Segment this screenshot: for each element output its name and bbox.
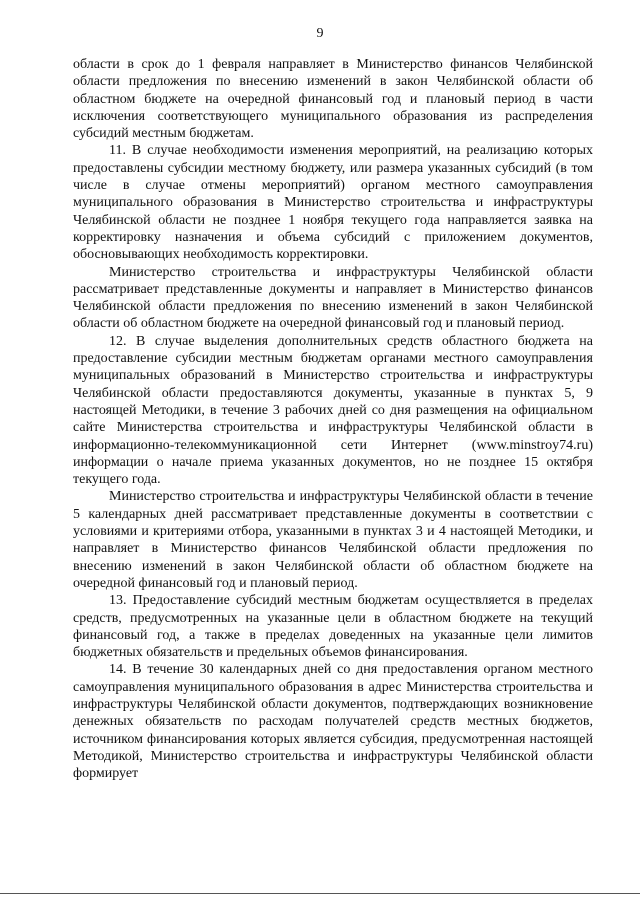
paragraph: 13. Предоставление субсидий местным бюджетам осуществляется в пределах средств, предусмотренных на указанные цели в областном бюджете на текущий финансовый год, а также в пределах доведенных на указанные цели лимитов бюджетных обязательств и предельных объемов финансирования.	[73, 593, 593, 661]
document-body	[73, 56, 593, 782]
paragraph: Министерство строительства и инфраструктуры Челябинской области в течение 5 календарных дней рассматривает представленные документы в соответствии с условиями и критериями отбора, указанными в пунктах 3 и 4 настоящей Методики, и направляет в Министерство финансов Челябинской области предложения по внесению изменений в закон Челябинской области об областном бюджете на очередной финансовый год и плановый период.	[73, 489, 593, 591]
page-number: 9	[316, 26, 324, 41]
paragraph: 11. В случае необходимости изменения мероприятий, на реализацию которых предоставлены субсидии местному бюджету, или размера указанных субсидий (в том числе в случае отмены мероприятий) органом местного самоуправления муниципального образования в Министерство строительства и инфраструктуры Челябинской области не позднее 1 ноября текущего года направляется заявка на корректировку назначения и объема субсидий с приложением документов, обосновывающих необходимость корректировки.	[73, 143, 593, 263]
paragraph: 12. В случае выделения дополнительных средств областного бюджета на предоставление субсидии местным бюджетам органами местного самоуправления муниципальных образований в Министерство строительства и инфраструктуры Челябинской области предоставляются документы, указанные в пунктах 5, 9 настоящей Методики, в течение 3 рабочих дней со дня размещения на официальном сайте Министерства строительства и инфраструктуры Челябинской области в информационно-телекоммуникационной сети Интернет (www.minstroy74.ru) информации о начале приема указанных документов, но не позднее 15 октября текущего года.	[73, 333, 593, 488]
page-bottom-divider	[0, 893, 640, 894]
paragraph: 14. В течение 30 календарных дней со дня предоставления органом местного самоуправления муниципального образования в адрес Министерства строительства и инфраструктуры Челябинской области документов, подтверждающих возникновение денежных обязательств по расходам получателей средств местных бюджетов, источником финансирования которых является субсидия, предусмотренная настоящей Методикой, Министерство строительства и инфраструктуры Челябинской области формирует	[73, 662, 593, 782]
paragraph: Министерство строительства и инфраструктуры Челябинской области рассматривает представленные документы и направляет в Министерство финансов Челябинской области предложения по внесению изменений в закон Челябинской области об областном бюджете на очередной финансовый год и плановый период.	[73, 264, 593, 332]
paragraph: области в срок до 1 февраля направляет в Министерство финансов Челябинской области предложения по внесению изменений в закон Челябинской области об областном бюджете на очередной финансовый год и плановый период в части исключения соответствующего муниципального образования из распределения субсидий местным бюджетам.	[73, 57, 593, 142]
